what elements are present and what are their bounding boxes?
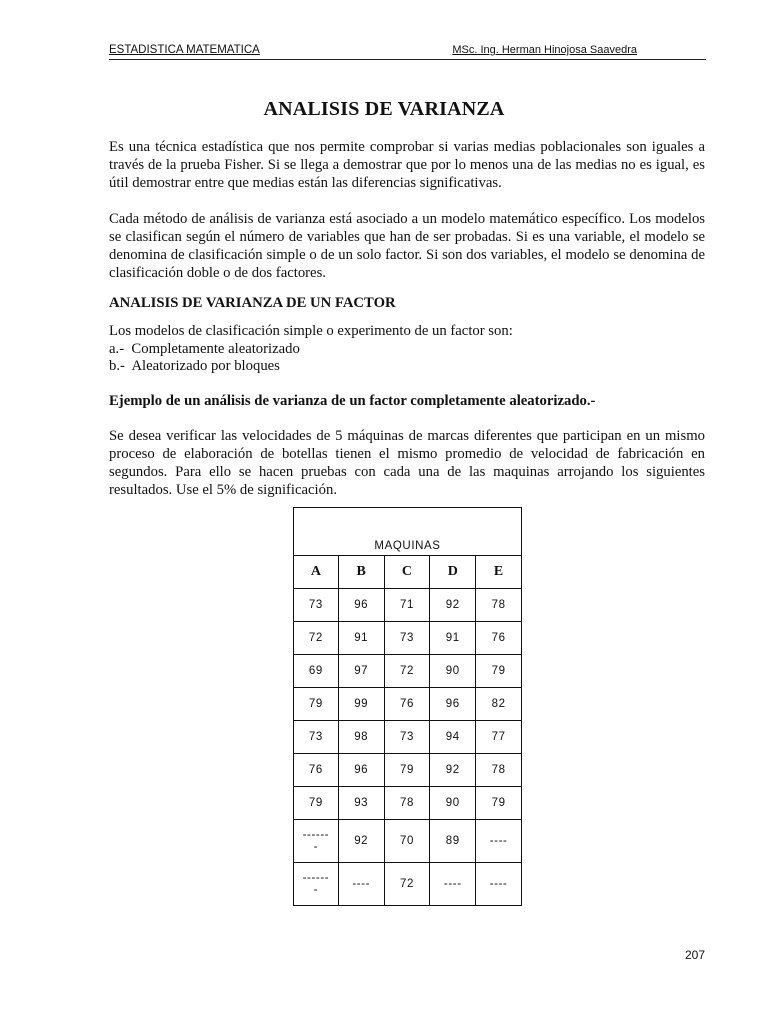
table-cell: 71 [384,589,430,622]
table-cell: 79 [476,787,522,820]
table-cell: 72 [384,655,430,688]
table-cell: 91 [338,622,384,655]
column-header: E [476,556,522,589]
column-header: C [384,556,430,589]
table-cell: ---- [476,820,522,863]
page-header [109,42,706,60]
table-cell: 79 [476,655,522,688]
table-cell: 76 [384,688,430,721]
table-cell: 92 [430,754,476,787]
table-cell: 70 [384,820,430,863]
table-cell: 97 [338,655,384,688]
page-title: ANALISIS DE VARIANZA [263,98,505,120]
table-cell: 72 [384,863,430,906]
table-cell: 78 [384,787,430,820]
table-cell: 91 [430,622,476,655]
table-cell: ---- [338,863,384,906]
header-rule [109,59,706,60]
table-cell: 78 [476,754,522,787]
table-cell: 73 [294,589,339,622]
table-cell: 73 [384,721,430,754]
table-row [294,721,522,754]
header-course-title: ESTADISTICA MATEMATICA [109,44,260,56]
models-intro: Los modelos de clasificación simple o experimento de un factor son: [109,323,513,339]
table-cell: 69 [294,655,339,688]
machines-table [293,507,522,906]
table-cell: 99 [338,688,384,721]
table-cell: 92 [430,589,476,622]
table-cell: 79 [294,787,339,820]
table-cell: 90 [430,655,476,688]
column-header: D [430,556,476,589]
table-row [294,622,522,655]
table-cell: 77 [476,721,522,754]
models-paragraph: Cada método de análisis de varianza está asociado a un modelo matemático específico. Los modelos se clasifican según el número de variables que han de ser probadas. Si es una variable, el modelo se denomina de clasificación simple o de un solo factor. Si son dos variables, el modelo se denomina de clasificación doble o de dos factores. [109,211,705,281]
column-header: B [338,556,384,589]
table-body [294,589,522,906]
table-row [294,688,522,721]
model-item-a: a.- Completamente aleatorizado [109,341,300,357]
table-caption: MAQUINAS [294,508,522,556]
table-cell: 98 [338,721,384,754]
table-cell: 76 [476,622,522,655]
table-cell: 79 [384,754,430,787]
table-cell: 73 [384,622,430,655]
table-cell: ---- [476,863,522,906]
table-row [294,655,522,688]
header-author: MSc. Ing. Herman Hinojosa Saavedra [452,44,637,56]
table-cell: 96 [338,754,384,787]
table-row [294,863,522,906]
example-heading: Ejemplo de un análisis de varianza de un factor completamente aleatorizado.- [109,393,596,409]
table-row [294,754,522,787]
table-cell: 96 [430,688,476,721]
table-row [294,820,522,863]
table-cell: 96 [338,589,384,622]
table-row [294,787,522,820]
intro-paragraph: Es una técnica estadística que nos permite comprobar si varias medias poblacionales son iguales a través de la prueba Fisher. Si se llega a demostrar que por lo menos una de las medias no es igual, es útil demostrar entre que medias están las diferencias significativas. [109,139,705,191]
table-cell: 76 [294,754,339,787]
table-cell: 79 [294,688,339,721]
page-number: 207 [684,948,705,962]
table-header-row [294,556,522,589]
table-cell: ---- [430,863,476,906]
table-cell: 82 [476,688,522,721]
table-cell: 72 [294,622,339,655]
example-paragraph: Se desea verificar las velocidades de 5 máquinas de marcas diferentes que participan en un mismo proceso de elaboración de botellas tienen el mismo promedio de velocidad de fabricación en segundos. Para ello se hacen pruebas con cada una de las maquinas arrojando los siguientes resultados. Use el 5% de significación. [109,428,705,498]
table-cell: 94 [430,721,476,754]
column-header: A [294,556,339,589]
table-cell: 92 [338,820,384,863]
table-cell: 93 [338,787,384,820]
table-row [294,589,522,622]
table-cell: 73 [294,721,339,754]
table-cell: 89 [430,820,476,863]
table-cell: 78 [476,589,522,622]
table-cell: 90 [430,787,476,820]
table-cell: ------ - [294,863,339,906]
model-item-b: b.- Aleatorizado por bloques [109,358,280,374]
table-cell: ------ - [294,820,339,863]
section-heading: ANALISIS DE VARIANZA DE UN FACTOR [109,295,396,311]
